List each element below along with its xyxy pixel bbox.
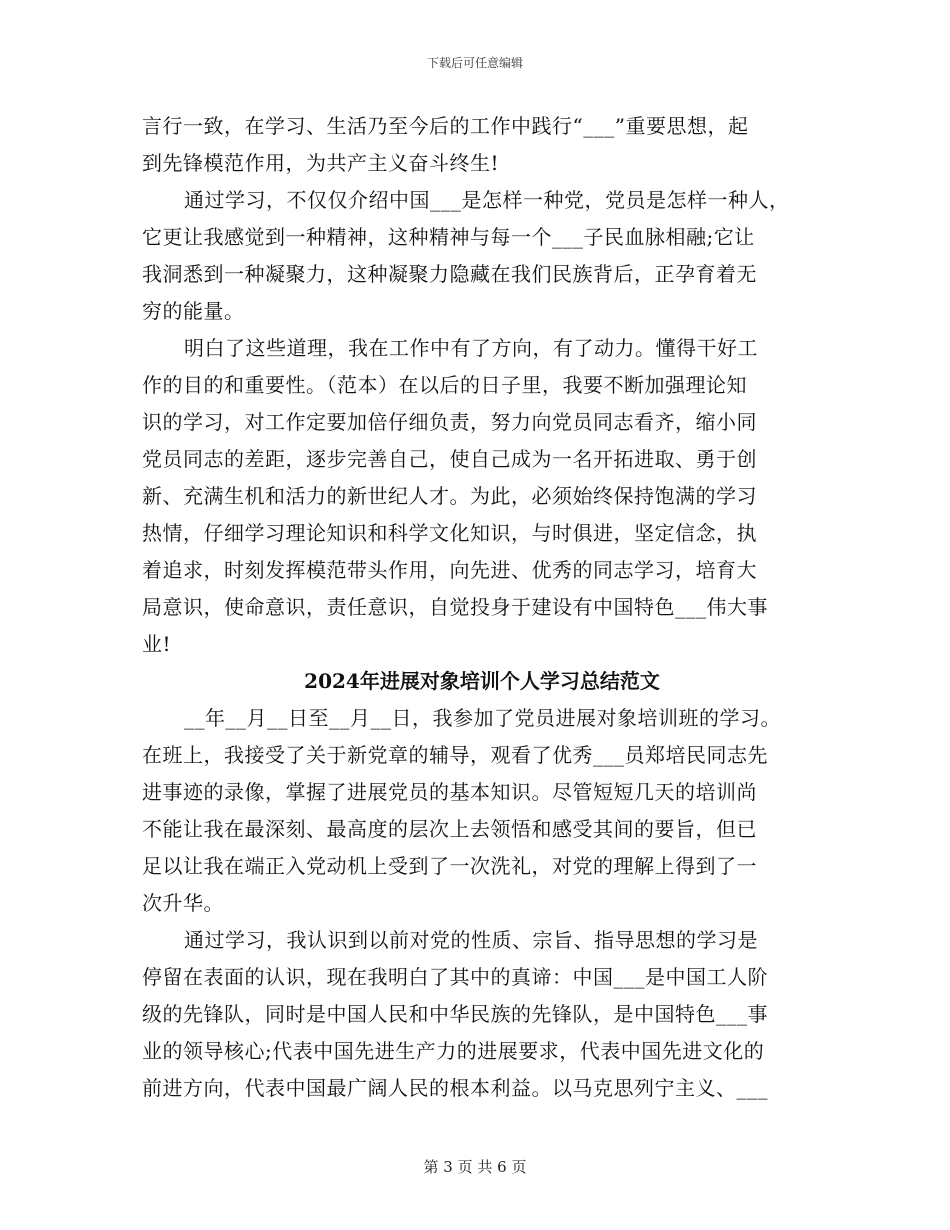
text-line: 局意识，使命意识，责任意识，自觉投身于建设有中国特色___伟大事: [142, 595, 768, 619]
text-line: 在班上，我接受了关于新党章的辅导，观看了优秀___员郑培民同志先: [142, 743, 768, 767]
text-line: 不能让我在最深刻、最高度的层次上去领悟和感受其间的要旨，但已: [142, 817, 757, 841]
text-line: 穷的能量。: [142, 299, 245, 323]
document-body: [142, 108, 822, 1107]
text-line: 言行一致，在学习、生活乃至今后的工作中践行“___”重要思想，起: [142, 114, 749, 138]
paragraph-start: __年__月__日至__月__日，我参加了党员进展对象培训班的学习。: [184, 706, 781, 730]
text-line: 新、充满生机和活力的新世纪人才。为此，必须始终保持饱满的学习: [142, 484, 757, 508]
text-line: 党员同志的差距，逐步完善自己，使自己成为一名开拓进取、勇于创: [142, 447, 757, 471]
paragraph-start: 通过学习，我认识到以前对党的性质、宗旨、指导思想的学习是: [184, 928, 758, 952]
paragraph-start: 通过学习，不仅仅介绍中国___是怎样一种党，党员是怎样一种人，: [184, 188, 790, 212]
text-line: 到先锋模范作用，为共产主义奋斗终生!: [142, 151, 500, 175]
text-line: 次升华。: [142, 891, 224, 915]
text-line: 足以让我在端正入党动机上受到了一次洗礼，对党的理解上得到了一: [142, 854, 757, 878]
text-line: 业的领导核心;代表中国先进生产力的进展要求，代表中国先进文化的: [142, 1039, 765, 1063]
text-line: 前进方向，代表中国最广阔人民的根本利益。以马克思列宁主义、___: [142, 1076, 768, 1100]
text-line: 进事迹的录像，掌握了进展党员的基本知识。尽管短短几天的培训尚: [142, 780, 757, 804]
page-footer: 第 3 页 共 6 页: [423, 1158, 527, 1176]
paragraph-start: 明白了这些道理，我在工作中有了方向，有了动力。懂得干好工: [184, 336, 758, 360]
text-line: 它更让我感觉到一种精神，这种精神与每一个___子民血脉相融;它让: [142, 225, 755, 249]
text-line: 着追求，时刻发挥模范带头作用，向先进、优秀的同志学习，培育大: [142, 558, 757, 582]
page-header: 下载后可任意编辑: [426, 56, 523, 70]
text-line: 级的先锋队，同时是中国人民和中华民族的先锋队，是中国特色___事: [142, 1002, 768, 1026]
text-line: 业!: [142, 632, 172, 656]
text-line: 我洞悉到一种凝聚力，这种凝聚力隐藏在我们民族背后，正孕育着无: [142, 262, 757, 286]
text-line: 识的学习，对工作定要加倍仔细负责，努力向党员同志看齐，缩小同: [142, 410, 757, 434]
text-line: 热情，仔细学习理论知识和科学文化知识，与时俱进，坚定信念，执: [142, 521, 757, 545]
text-line: 停留在表面的认识，现在我明白了其中的真谛：中国___是中国工人阶: [142, 965, 768, 989]
section-title: 2024年进展对象培训个人学习总结范文: [304, 669, 660, 693]
text-line: 作的目的和重要性。（范本）在以后的日子里，我要不断加强理论知: [142, 373, 747, 397]
